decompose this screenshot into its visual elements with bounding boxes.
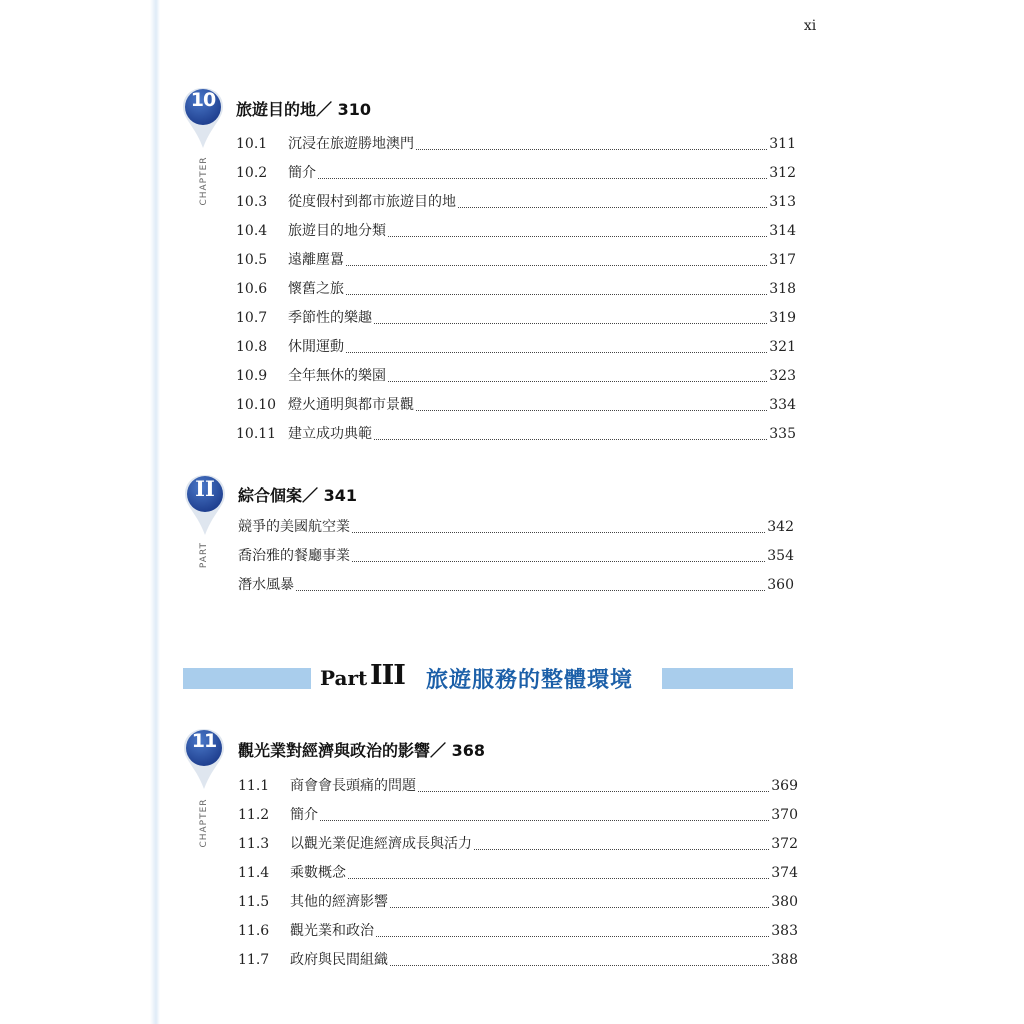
entry-title: 其他的經濟影響 (290, 894, 388, 910)
chapter-badge (182, 727, 226, 791)
banner-bar-right (662, 668, 793, 689)
toc-entry[interactable] (236, 191, 796, 213)
toc-entry[interactable] (236, 249, 796, 271)
toc-entry[interactable] (236, 278, 796, 300)
entry-number: 10.1 (236, 136, 268, 152)
toc-entry[interactable] (236, 336, 796, 358)
entry-number: 11.7 (238, 952, 270, 968)
entry-number: 10.11 (236, 426, 277, 442)
page-number: xi (803, 18, 817, 34)
dot-leader (346, 294, 767, 295)
dot-leader (374, 439, 767, 440)
dot-leader (388, 381, 767, 382)
entry-page: 335 (769, 426, 796, 442)
dot-leader (416, 149, 767, 150)
dot-leader (348, 878, 769, 879)
entry-page: 372 (771, 836, 798, 852)
entry-title: 遠離塵囂 (288, 252, 344, 268)
toc-entry[interactable] (238, 516, 794, 538)
dot-leader (474, 849, 769, 850)
part-word: Part (320, 666, 368, 690)
entry-page: 314 (769, 223, 796, 239)
chapter-number: 10 (190, 89, 216, 111)
entry-number: 11.6 (238, 923, 270, 939)
entry-title: 沉浸在旅遊勝地澳門 (288, 136, 414, 152)
dot-leader (390, 907, 769, 908)
entry-page: 334 (769, 397, 796, 413)
dot-leader (376, 936, 769, 937)
toc-entry[interactable] (238, 804, 798, 826)
entry-title: 商會會長頭痛的問題 (290, 778, 416, 794)
dot-leader (458, 207, 767, 208)
toc-entry[interactable] (236, 423, 796, 445)
entry-page: 360 (767, 577, 794, 593)
entry-number: 11.1 (238, 778, 270, 794)
entry-page: 319 (769, 310, 796, 326)
page-gutter-shadow (150, 0, 160, 1024)
chapter-number: 11 (191, 730, 217, 752)
entry-title: 乘數概念 (290, 865, 346, 881)
entry-page: 321 (769, 339, 796, 355)
dot-leader (416, 410, 767, 411)
entry-page: 374 (771, 865, 798, 881)
entry-page: 370 (771, 807, 798, 823)
part-roman-numeral: III (370, 660, 405, 691)
entry-title: 簡介 (288, 165, 316, 181)
entry-number: 10.2 (236, 165, 268, 181)
toc-entry[interactable] (238, 920, 798, 942)
toc-entry[interactable] (238, 862, 798, 884)
banner-bar-left (183, 668, 311, 689)
toc-entry[interactable] (236, 162, 796, 184)
entry-title: 休閒運動 (288, 339, 344, 355)
entry-page: 342 (767, 519, 794, 535)
entry-number: 11.3 (238, 836, 270, 852)
dot-leader (346, 352, 767, 353)
entry-title: 喬治雅的餐廳事業 (238, 548, 350, 564)
dot-leader (418, 791, 769, 792)
toc-entry[interactable] (236, 220, 796, 242)
entry-title: 季節性的樂趣 (288, 310, 372, 326)
entry-page: 317 (769, 252, 796, 268)
chapter-heading: 旅遊目的地／ 310 (236, 100, 371, 119)
dot-leader (296, 590, 765, 591)
entry-number: 11.2 (238, 807, 270, 823)
entry-page: 313 (769, 194, 796, 210)
toc-entry[interactable] (238, 891, 798, 913)
toc-entry[interactable] (238, 833, 798, 855)
dot-leader (388, 236, 767, 237)
toc-entry[interactable] (238, 574, 794, 596)
entry-number: 10.5 (236, 252, 268, 268)
entry-page: 311 (769, 136, 796, 152)
entry-title: 全年無休的樂園 (288, 368, 386, 384)
part-title: 旅遊服務的整體環境 (426, 667, 634, 693)
entry-page: 380 (771, 894, 798, 910)
entry-number: 10.7 (236, 310, 268, 326)
entry-page: 318 (769, 281, 796, 297)
chapter-heading: 觀光業對經濟與政治的影響／ 368 (238, 741, 485, 760)
entry-title: 潛水風暴 (238, 577, 294, 593)
entry-page: 369 (771, 778, 798, 794)
entry-page: 383 (771, 923, 798, 939)
part-3-banner (183, 662, 793, 692)
toc-entry[interactable] (238, 545, 794, 567)
toc-entry[interactable] (236, 394, 796, 416)
toc-entry[interactable] (238, 949, 798, 971)
entry-title: 建立成功典範 (288, 426, 372, 442)
part-heading: 綜合個案／ 341 (238, 486, 357, 505)
side-label: CHAPTER (199, 156, 209, 206)
toc-entry[interactable] (236, 365, 796, 387)
side-label: PART (199, 541, 209, 569)
part-number: II (195, 476, 215, 501)
dot-leader (390, 965, 769, 966)
dot-leader (352, 532, 765, 533)
entry-title: 政府與民間組織 (290, 952, 388, 968)
entry-number: 11.4 (238, 865, 270, 881)
entry-title: 旅遊目的地分類 (288, 223, 386, 239)
entry-number: 10.8 (236, 339, 268, 355)
toc-entry[interactable] (238, 775, 798, 797)
entry-page: 388 (771, 952, 798, 968)
dot-leader (346, 265, 767, 266)
entry-number: 10.10 (236, 397, 277, 413)
toc-entry[interactable] (236, 307, 796, 329)
entry-page: 354 (767, 548, 794, 564)
entry-title: 競爭的美國航空業 (238, 519, 350, 535)
entry-number: 10.4 (236, 223, 268, 239)
chapter-badge (181, 86, 225, 150)
entry-title: 簡介 (290, 807, 318, 823)
entry-title: 以觀光業促進經濟成長與活力 (290, 836, 472, 852)
toc-entry[interactable] (236, 133, 796, 155)
side-label: CHAPTER (199, 798, 209, 848)
entry-page: 323 (769, 368, 796, 384)
dot-leader (374, 323, 767, 324)
entry-number: 10.9 (236, 368, 268, 384)
dot-leader (352, 561, 765, 562)
entry-number: 11.5 (238, 894, 270, 910)
entry-title: 從度假村到都市旅遊目的地 (288, 194, 456, 210)
entry-title: 燈火通明與都市景觀 (288, 397, 414, 413)
entry-page: 312 (769, 165, 796, 181)
dot-leader (318, 178, 767, 179)
entry-number: 10.6 (236, 281, 268, 297)
entry-number: 10.3 (236, 194, 268, 210)
entry-title: 觀光業和政治 (290, 923, 374, 939)
dot-leader (320, 820, 769, 821)
entry-title: 懷舊之旅 (288, 281, 344, 297)
